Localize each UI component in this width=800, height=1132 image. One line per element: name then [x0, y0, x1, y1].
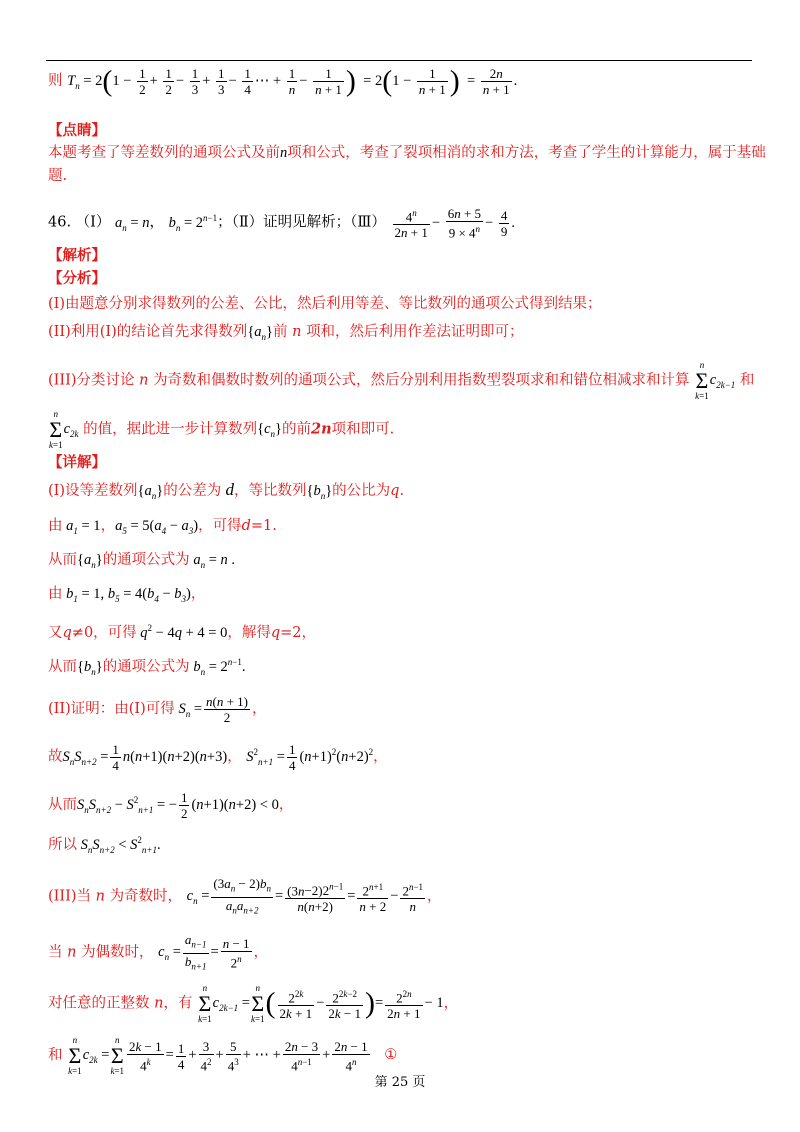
l1e: q. [390, 483, 405, 499]
l10a: 所以 [48, 836, 77, 853]
l14a: 和 [48, 1047, 63, 1064]
l2c: d [241, 518, 251, 534]
fenxi-line3c: 和 [739, 372, 755, 389]
dianjing-line1b-text: 项和公式，考查了裂项相消的求和方法，考查了学生的计算能力，属于基础 [287, 145, 766, 161]
fenxi-line2a: (II)利用(I)的结论首先求得数列 [48, 324, 248, 340]
dianjing-line1 [48, 143, 766, 163]
xiangjie-line13: 对任意的正整数 n，有 n Σ $k=1c_{2k-1} =n$ Σ k=1( $\frac{2^{2k}}{2k + 1}$ − $\frac{2^{2k-2}}{2k - 1}$ )= $\frac{2^{2n}}{2n + 1}$ − 1， [48, 983, 459, 1024]
fenxi-line4d: 项和即可. [331, 421, 395, 438]
page-footer: 第 25 页 [374, 1075, 426, 1090]
equation-marker-1: ① [384, 1047, 398, 1064]
fenxi-line1: (I)由题意分别求得数列的公差、公比，然后利用等差、等比数列的通项公式得到结果； [48, 296, 602, 312]
fenxi-line2b: 前 [273, 324, 288, 340]
xiangjie-heading: 【详解】 [48, 454, 106, 471]
xiangjie-line5: 又q≠0，可得 $q^2 - 4q + 4 = 0$，解得q=2， [48, 623, 317, 641]
l7a: (II)证明：由(I)可得 [48, 700, 175, 717]
seq-a-n: $\{a_n\}$ [247, 324, 273, 342]
l9a: 从而 [48, 796, 77, 813]
l5b: q [62, 624, 72, 641]
xiangjie-line11: (III)当 n 为奇数时， $c_n$ = $\frac{(3a_n - 2)b_n}{a_na_{n+2}}$ = $\frac{(3n-2)2^{n-1}}{n(n+2)}$ = $\frac{2^{n+1}}{n + 2}$ − $\frac{2^{n-1}}{n}$ ， [48, 876, 442, 916]
jiexi-heading: 【解析】 [48, 247, 106, 264]
xiangjie-line3: 从而$\{a_n\}$的通项公式为 $a_n = n$ . [48, 552, 235, 570]
fenxi-line3b: 为奇数和偶数时数列的通项公式，然后分别利用指数型裂项求和和错位相减求和计算 [153, 372, 690, 389]
answer-b-n: $b_n = 2^{n-1}$ [168, 212, 218, 233]
sum-c-odd: n Σ $k=1c_{2k-1}$ [695, 360, 736, 401]
xiangjie-line10: 所以 $S_nS_{n+2} < S^2_{n+1}$. [48, 835, 161, 855]
answer-part3: $\frac{4^n}{2n + 1}$ − $\frac{6n + 5}{9 \times 4^n}$ − $\frac{4}{9}$ . [394, 206, 515, 241]
fenxi-line3: (III)分类讨论 n 为奇数和偶数时数列的通项公式，然后分别利用指数型裂项求和和错位相减求和计算 n Σ $k=1c_{2k-1}$ 和 [48, 360, 755, 401]
l6a: 从而 [48, 658, 77, 675]
top-equation-prefix: 则 [48, 72, 63, 89]
xiangjie-line12: 当 n 为偶数时， $c_n$ = $\frac{a_{n-1}}{b_{n+1}}$ = $\frac{n - 1}{2^n}$ ， [48, 932, 269, 972]
l5c: ≠0，可得 [71, 624, 137, 641]
l3b: 的通项公式为 [102, 552, 190, 568]
xiangjie-line2: 由 $a_1 = 1$，$a_5 = 5(a_4 - a_3)$，可得d=1. [48, 518, 277, 536]
l3a: 从而 [48, 552, 77, 568]
fenxi-2n: 2n [311, 420, 332, 438]
xiangjie-line1: (I)设等差数列$\{a_n\}$的公差为 d，等比数列$\{b_n\}$的公比为q. [48, 480, 405, 501]
l12a: 当 [48, 944, 63, 961]
xiangjie-line7: (II)证明：由(I)可得 $S_n$ = $\frac{n(n + 1)}{2}$ ， [48, 694, 267, 725]
fenxi-line4a: 的值，据此进一步计算数列 [83, 421, 258, 438]
l8a: 故 [48, 748, 63, 765]
fenxi-line4b: 的前 [282, 421, 311, 438]
xiangjie-line14: 和 n Σ $k=1c_{2k} =n$ Σ k=1 $\frac{2k - 1}{4^k}$ = $\frac{1}{4}$ + $\frac{3}{4^2}$ + $\frac{5}{4^3}$ + ⋯ + $\frac{2n - 3}{4^{n-1}}$ + $\frac{2n - 1}{4^n}$ ① [48, 1035, 398, 1076]
sum-c-even: n Σ $k=1c_{2k}$ [49, 409, 79, 450]
l2b: ，可得 [198, 518, 242, 534]
l2a: 由 [48, 518, 63, 534]
fenxi-line3a: (III)分类讨论 [48, 372, 135, 389]
dianjing-line2: 题. [48, 168, 68, 184]
fenxi-line4 [48, 410, 754, 450]
fenxi-line2c: 项和，然后利用作差法证明即可； [306, 324, 524, 340]
l5a: 又 [48, 624, 63, 641]
l11b: 为奇数时， [109, 888, 183, 905]
part1-label: （Ⅰ） [75, 214, 111, 231]
var-n: n [280, 145, 288, 161]
fenxi-heading: 【分析】 [48, 270, 106, 287]
header-rule [46, 60, 752, 61]
l5d: ，解得 [227, 624, 271, 641]
l5e: q [270, 624, 281, 641]
xiangjie-line8: 故$S_nS_{n+2}$ = $\frac{1}{4}$ n(n+1)(n+2)(n+3)， $S^2_{n+1}$ = $\frac{1}{4}$ $(n+1)^2(n+2)^2$， [48, 742, 388, 773]
l4a: 由 [48, 586, 63, 602]
problem-number: 46. [48, 214, 72, 231]
top-equation [48, 66, 754, 97]
l13b: ，有 [163, 995, 193, 1012]
xiangjie-line4: 由 $b_1 = 1$, $b_5 = 4(b_4 - b_3)$， [48, 586, 206, 604]
l1b: 的公差为 [163, 483, 222, 499]
l12b: 为偶数时， [81, 944, 154, 961]
dianjing-line1-text: 本题考查了等差数列的通项公式及前 [48, 145, 280, 161]
xiangjie-line9: 从而$S_nS_{n+2} - S^2_{n+1}$ = − $\frac{1}{2}$ (n+1)(n+2) < 0， [48, 790, 294, 821]
problem-46-answer: 46. （Ⅰ） $a_n = n$， $b_n = 2^{n-1}$；（Ⅱ）证明见解析；（Ⅲ） $\frac{4^n}{2n + 1}$ − $\frac{6n + 5}{9 \times 4^n}$ − $\frac{4}{9}$ . [48, 206, 515, 241]
l11a: (III)当 [48, 888, 91, 905]
seq-c-n: $\{c_n\}$ [257, 421, 282, 440]
l5f: =2， [280, 624, 317, 641]
top-equation-math: $T_n = 2(1$ − $\frac{1}{2}$ + $\frac{1}{2}$ − $\frac{1}{3}$ + $\frac{1}{3}$ − $\frac{1}{4}$ ⋯ + $\frac{1}{n}$ − $\frac{1}{n + 1}$ ) = 2(1 − $\frac{1}{n + 1}$ ) = $\frac{2n}{n + 1}$ . [67, 64, 518, 98]
part2-label: ；（Ⅱ）证明见解析；（Ⅲ） [217, 214, 386, 231]
l6b: 的通项公式为 [102, 658, 190, 675]
answer-a-n: $a_n = n$ [115, 214, 150, 233]
l1a: (I)设等差数列 [48, 483, 138, 499]
dianjing-heading: 【点睛】 [48, 122, 106, 139]
l1c: ，等比数列 [233, 483, 307, 499]
l13a: 对任意的正整数 [48, 995, 150, 1012]
xiangjie-line6: 从而$\{b_n\}$的通项公式为 $b_n = 2^{n-1}$. [48, 657, 246, 677]
l1d: 的公比为 [332, 483, 391, 499]
fenxi-line2: (II)利用(I)的结论首先求得数列$\{a_n\}$前 n 项和，然后利用作差法证明即可； [48, 324, 524, 342]
l2d: =1. [250, 518, 277, 534]
